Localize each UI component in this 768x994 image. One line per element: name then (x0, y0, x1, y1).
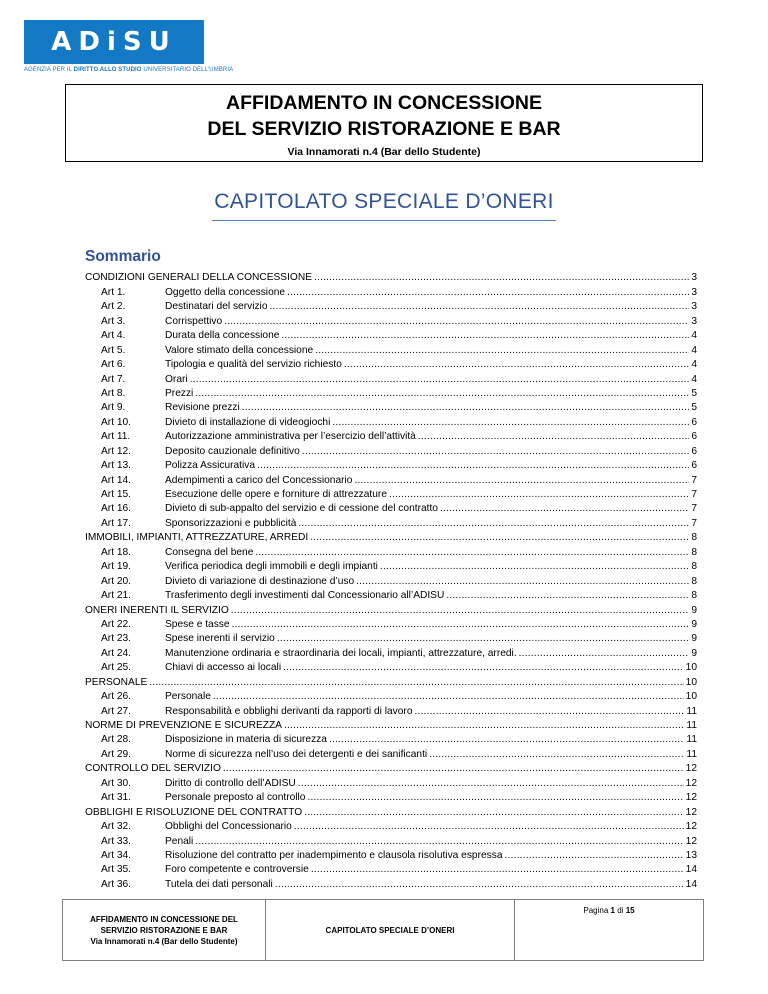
toc-entry-title: Personale (165, 691, 211, 703)
toc-entry-number: Art 23. (101, 633, 132, 645)
title-underline (212, 220, 556, 221)
title-line-2: DEL SERVIZIO RISTORAZIONE E BAR (207, 118, 561, 140)
toc-entry-title: Risoluzione del contratto per inadempimento e clausola risolutiva espressa (165, 849, 503, 861)
toc-entry[interactable] (85, 804, 697, 818)
toc-entry-number: Art 15. (101, 489, 132, 500)
toc-entry[interactable] (85, 472, 697, 486)
toc-leader-dots (195, 835, 683, 848)
toc-leader-dots (304, 806, 683, 819)
toc-leader-dots (213, 690, 684, 703)
toc-entry-number: Art 27. (101, 705, 132, 717)
toc-leader-dots (224, 315, 689, 328)
toc-entry-title: Sponsorizzazioni e pubblicità (165, 517, 297, 529)
toc-entry-title: NORME DI PREVENZIONE E SICUREZZA (85, 720, 282, 731)
toc-entry-number: Art 32. (101, 821, 132, 833)
toc-entry-title: CONTROLLO DEL SERVIZIO (85, 763, 221, 775)
toc-entry[interactable] (85, 414, 697, 428)
toc-entry-title: Divieto di variazione di destinazione d’uso (165, 575, 355, 587)
toc-entry-title: Spese e tasse (165, 618, 230, 630)
toc-entry-title: Prezzi (165, 387, 194, 399)
toc-entry-title: Diritto di controllo dell’ADISU (165, 777, 296, 789)
toc-entry-number: Art 19. (101, 561, 132, 573)
toc-entry-page: 4 (691, 373, 697, 385)
toc-leader-dots (414, 705, 684, 718)
toc-entry-number: Art 7. (101, 373, 126, 385)
toc-entry-page: 4 (691, 330, 697, 342)
toc-entry-title: PERSONALE (85, 676, 148, 688)
toc-leader-dots (232, 618, 690, 631)
toc-entry-title: Autorizzazione amministrativa per l’esercizio dell’attività (165, 431, 416, 443)
toc-entry-page: 8 (691, 546, 697, 558)
toc-entry[interactable] (85, 443, 697, 457)
toc-entry-page: 6 (691, 431, 697, 443)
toc-entry[interactable] (85, 530, 697, 544)
toc-entry-title: Divieto di installazione di videogiochi (165, 416, 331, 428)
toc-entry[interactable] (85, 429, 697, 443)
toc-entry-page: 12 (685, 792, 697, 804)
toc-entry-number: Art 11. (101, 431, 131, 443)
toc-entry-title: Oggetto della concessione (165, 286, 286, 298)
toc-entry-page: 6 (691, 460, 697, 472)
toc-entry[interactable] (85, 559, 697, 573)
title-line-1: AFFIDAMENTO IN CONCESSIONE (226, 92, 542, 114)
toc-entry-title: Obblighi del Concessionario (165, 821, 292, 833)
toc-heading: Sommario (85, 248, 161, 265)
toc-entry[interactable] (85, 645, 697, 659)
footer-capitolato: CAPITOLATO SPECIALE D’ONERI (266, 900, 515, 960)
toc-entry-page: 3 (691, 315, 697, 327)
toc-entry[interactable] (85, 761, 697, 775)
toc-entry-number: Art 4. (101, 330, 126, 342)
toc-leader-dots (380, 560, 689, 573)
toc-entry-page: 12 (685, 835, 697, 847)
toc-entry-number: Art 35. (101, 864, 132, 876)
toc-entry-page: 8 (691, 532, 697, 544)
toc-entry[interactable] (85, 746, 697, 760)
toc-entry-number: Art 22. (101, 618, 132, 630)
document-title-box (65, 84, 703, 162)
toc-entry-number: Art 14. (101, 474, 132, 486)
agency-name: AGENZIA PER IL DIRITTO ALLO STUDIO UNIVERSITARIO DELL'UMBRIA (24, 67, 234, 73)
toc-leader-dots (287, 286, 689, 299)
toc-leader-dots (255, 546, 689, 559)
toc-leader-dots (315, 344, 689, 357)
toc-entry-page: 7 (691, 503, 697, 515)
toc-leader-dots (298, 517, 689, 530)
toc-entry[interactable] (85, 299, 697, 313)
toc-entry[interactable] (85, 284, 697, 298)
toc-entry-number: Art 5. (101, 344, 126, 356)
toc-leader-dots (519, 647, 690, 660)
title-address: Via Innamorati n.4 (Bar dello Studente) (287, 146, 481, 158)
toc-leader-dots (269, 300, 689, 313)
toc-entry-number: Art 18. (101, 546, 132, 558)
toc-leader-dots (302, 445, 690, 458)
toc-entry-number: Art 29. (101, 748, 132, 760)
toc-entry[interactable] (85, 819, 697, 833)
toc-entry-page: 8 (691, 575, 697, 587)
toc-entry[interactable] (85, 876, 697, 890)
logo-text: ADiSU (51, 27, 177, 57)
toc-entry-number: Art 25. (101, 662, 132, 674)
toc-entry-title: Divieto di sub-appalto del servizio e di cessione del contratto (165, 503, 438, 515)
toc-entry-title: Esecuzione delle opere e forniture di attrezzature (165, 489, 387, 500)
toc-leader-dots (389, 488, 689, 501)
toc-entry[interactable] (85, 660, 697, 674)
toc-entry-title: Destinatari del servizio (165, 301, 268, 313)
toc-entry-number: Art 10. (101, 416, 132, 428)
toc-entry-page: 10 (685, 691, 697, 703)
toc-entry-title: Deposito cauzionale definitivo (165, 445, 300, 457)
toc-entry-number: Art 3. (101, 315, 126, 327)
toc-entry-number: Art 17. (101, 517, 132, 529)
toc-leader-dots (277, 632, 689, 645)
toc-entry-number: Art 30. (101, 777, 132, 789)
toc-leader-dots (332, 416, 689, 429)
toc-entry[interactable] (85, 631, 697, 645)
toc-entry-title: Responsabilità e obblighi derivanti da rapporti di lavoro (165, 705, 413, 717)
toc-entry-page: 3 (691, 272, 697, 284)
toc-entry-page: 10 (685, 662, 697, 674)
toc-leader-dots (284, 719, 684, 732)
toc-leader-dots (310, 531, 689, 544)
toc-entry-number: Art 21. (101, 590, 132, 602)
toc-entry-title: Corrispettivo (165, 315, 223, 327)
toc-entry[interactable] (85, 848, 697, 862)
toc-entry-title: Valore stimato della concessione (165, 344, 314, 356)
toc-entry-number: Art 2. (101, 301, 126, 313)
toc-entry[interactable] (85, 588, 697, 602)
toc-leader-dots (231, 604, 690, 617)
toc-leader-dots (329, 733, 684, 746)
toc-entry-number: Art 36. (101, 878, 132, 890)
toc-leader-dots (281, 329, 689, 342)
toc-entry[interactable] (85, 602, 697, 616)
toc-entry-title: Orari (165, 373, 188, 385)
toc-entry-page: 10 (685, 676, 697, 688)
toc-entry-number: Art 26. (101, 691, 132, 703)
toc-entry-title: Manutenzione ordinaria e straordinaria dei locali, impianti, attrezzature, arredi. (165, 647, 517, 659)
toc-entry[interactable] (85, 270, 697, 284)
toc-leader-dots (223, 762, 684, 775)
toc-entry[interactable] (85, 732, 697, 746)
toc-entry[interactable] (85, 400, 697, 414)
toc-entry-page: 12 (685, 763, 697, 775)
toc-entry[interactable] (85, 790, 697, 804)
toc-entry-title: Spese inerenti il servizio (165, 633, 275, 645)
toc-entry-number: Art 20. (101, 575, 132, 587)
toc-entry-page: 11 (686, 748, 697, 760)
footer-doc-title: AFFIDAMENTO IN CONCESSIONE DEL SERVIZIO RISTORAZIONE E BAR Via Innamorati n.4 (Bar dello Studente) (63, 900, 266, 960)
toc-leader-dots (307, 791, 683, 804)
toc-entry-title: Norme di sicurezza nell’uso dei detergenti e dei sanificanti (165, 748, 428, 760)
toc-entry[interactable] (85, 544, 697, 558)
toc-entry-title: ONERI INERENTI IL SERVIZIO (85, 604, 229, 616)
toc-entry[interactable] (85, 573, 697, 587)
toc-entry-title: Disposizione in materia di sicurezza (165, 734, 327, 746)
toc-entry-number: Art 1. (101, 286, 126, 298)
toc-entry-page: 12 (685, 821, 697, 833)
toc-entry-page: 11 (686, 734, 697, 746)
toc-leader-dots (446, 589, 689, 602)
toc-leader-dots (294, 820, 684, 833)
toc-leader-dots (257, 459, 689, 472)
adisu-logo (24, 20, 204, 64)
toc-entry-title: Chiavi di accesso ai locali (165, 662, 282, 674)
toc-entry-number: Art 16. (101, 503, 132, 515)
toc-entry-page: 9 (691, 604, 697, 616)
table-of-contents (85, 270, 697, 891)
toc-leader-dots (275, 878, 684, 891)
toc-entry[interactable] (85, 386, 697, 400)
toc-entry[interactable] (85, 718, 697, 732)
toc-entry-title: Polizza Assicurativa (165, 460, 256, 472)
toc-entry-page: 7 (691, 489, 697, 500)
toc-entry-page: 12 (685, 777, 697, 789)
toc-leader-dots (418, 430, 690, 443)
toc-entry-page: 14 (685, 878, 697, 890)
toc-leader-dots (190, 373, 690, 386)
toc-entry[interactable] (85, 617, 697, 631)
toc-entry-title: Adempimenti a carico del Concessionario (165, 474, 353, 486)
toc-entry-number: Art 6. (101, 359, 126, 371)
toc-entry-page: 8 (691, 561, 697, 573)
toc-leader-dots (195, 387, 689, 400)
toc-leader-dots (429, 748, 684, 761)
toc-entry-page: 7 (691, 517, 697, 529)
toc-entry[interactable] (85, 703, 697, 717)
toc-entry-number: Art 31. (101, 792, 132, 804)
capitolato-title: CAPITOLATO SPECIALE D’ONERI (214, 190, 554, 213)
toc-entry-number: Art 9. (101, 402, 126, 414)
toc-entry[interactable] (85, 689, 697, 703)
toc-entry-number: Art 13. (101, 460, 132, 472)
toc-entry-title: OBBLIGHI E RISOLUZIONE DEL CONTRATTO (85, 806, 303, 818)
toc-entry[interactable] (85, 862, 697, 876)
toc-entry-number: Art 34. (101, 849, 132, 861)
toc-entry-page: 6 (691, 445, 697, 457)
toc-entry[interactable] (85, 458, 697, 472)
toc-entry[interactable] (85, 328, 697, 342)
toc-leader-dots (505, 849, 684, 862)
toc-leader-dots (344, 358, 689, 371)
page-footer (62, 899, 704, 961)
toc-entry[interactable] (85, 674, 697, 688)
toc-entry[interactable] (85, 515, 697, 529)
toc-entry-title: Tutela dei dati personali (165, 878, 273, 890)
toc-entry-title: Consegna del bene (165, 546, 254, 558)
footer-page-number: Pagina 1 di 15 (583, 906, 635, 915)
toc-entry[interactable] (85, 371, 697, 385)
toc-entry-number: Art 8. (101, 387, 126, 399)
toc-entry-title: Foro competente e controversie (165, 864, 309, 876)
toc-entry-title: Revisione prezzi (165, 402, 240, 414)
toc-entry-page: 5 (691, 387, 697, 399)
toc-leader-dots (149, 676, 683, 689)
toc-entry-title: Tipologia e qualità del servizio richiesto (165, 359, 342, 371)
toc-entry-page: 7 (691, 474, 697, 486)
toc-entry-page: 6 (691, 416, 697, 428)
toc-entry[interactable] (85, 313, 697, 327)
toc-entry-page: 8 (691, 590, 697, 602)
toc-entry-page: 4 (691, 344, 697, 356)
toc-entry-page: 4 (691, 359, 697, 371)
toc-entry-page: 14 (685, 864, 697, 876)
toc-entry-number: Art 28. (101, 734, 132, 746)
toc-entry-title: IMMOBILI, IMPIANTI, ATTREZZATURE, ARREDI (85, 532, 309, 544)
toc-entry-page: 11 (686, 705, 697, 717)
toc-entry-page: 3 (691, 301, 697, 313)
toc-entry-page: 13 (685, 849, 697, 861)
toc-entry[interactable] (85, 487, 697, 501)
toc-leader-dots (356, 575, 689, 588)
toc-entry-title: Trasferimento degli investimenti dal Concessionario all’ADISU (165, 590, 445, 602)
toc-entry[interactable] (85, 833, 697, 847)
toc-leader-dots (242, 401, 690, 414)
toc-leader-dots (298, 777, 684, 790)
toc-entry-page: 9 (691, 618, 697, 630)
toc-entry-page: 11 (686, 720, 697, 731)
toc-entry[interactable] (85, 357, 697, 371)
toc-leader-dots (354, 474, 689, 487)
toc-entry-page: 12 (685, 806, 697, 818)
toc-entry-title: Durata della concessione (165, 330, 280, 342)
toc-entry[interactable] (85, 501, 697, 515)
toc-leader-dots (314, 271, 689, 284)
toc-leader-dots (283, 661, 684, 674)
toc-leader-dots (440, 502, 689, 515)
toc-entry-page: 5 (691, 402, 697, 414)
toc-entry-number: Art 12. (101, 445, 132, 457)
toc-entry[interactable] (85, 775, 697, 789)
toc-entry-number: Art 24. (101, 647, 132, 659)
toc-entry-title: Penali (165, 835, 194, 847)
toc-leader-dots (311, 863, 684, 876)
toc-entry-number: Art 33. (101, 835, 132, 847)
toc-entry-page: 3 (691, 286, 697, 298)
toc-entry-title: Verifica periodica degli immobili e degli impianti (165, 561, 378, 573)
toc-entry-page: 9 (691, 633, 697, 645)
toc-entry-title: CONDIZIONI GENERALI DELLA CONCESSIONE (85, 272, 313, 284)
toc-entry-title: Personale preposto al controllo (165, 792, 306, 804)
toc-entry-page: 9 (691, 647, 697, 659)
toc-entry[interactable] (85, 342, 697, 356)
